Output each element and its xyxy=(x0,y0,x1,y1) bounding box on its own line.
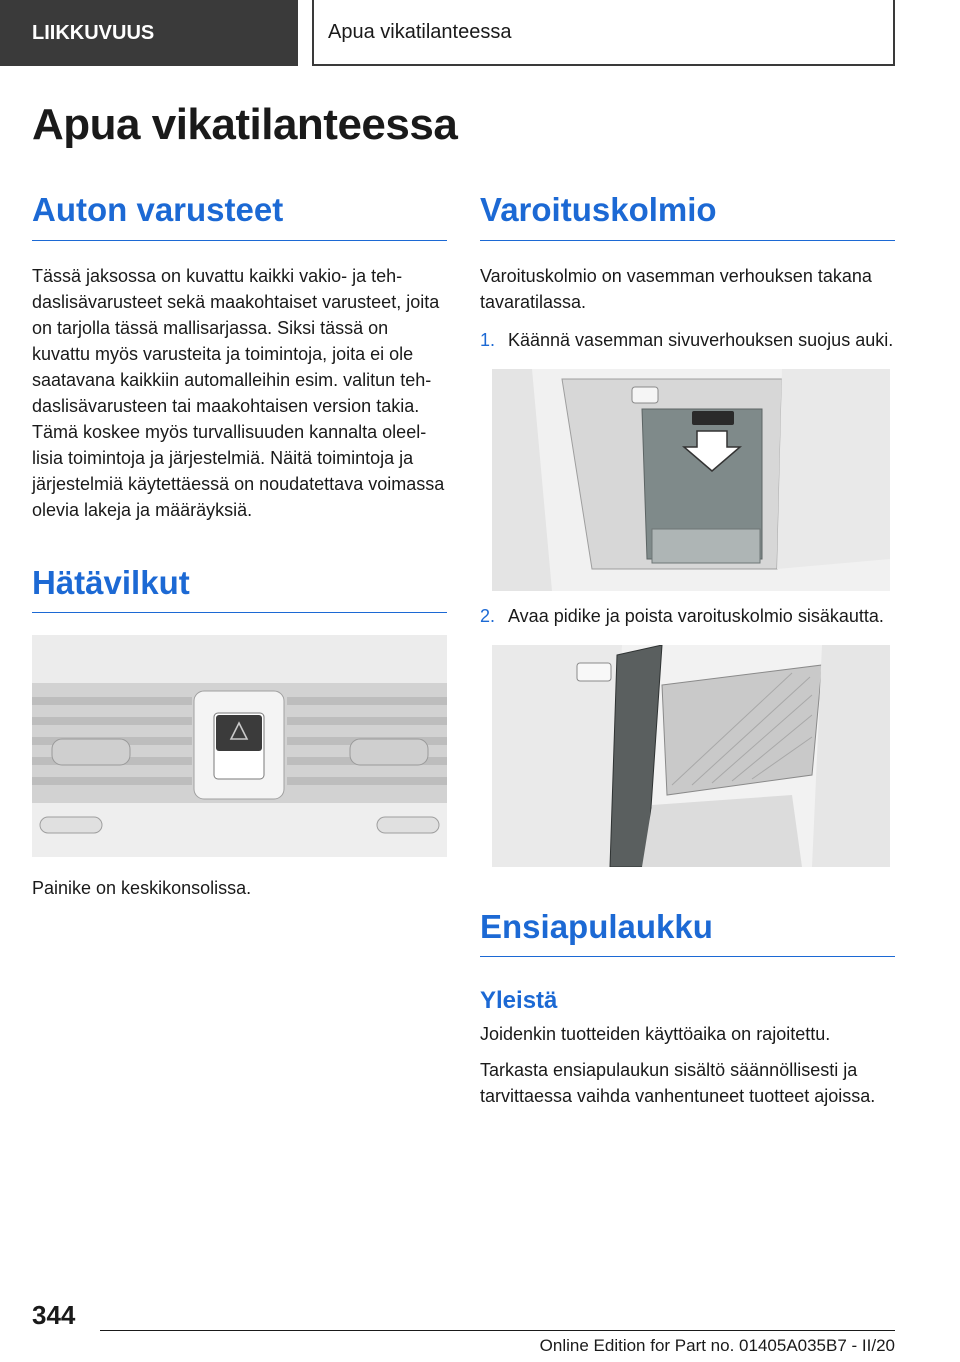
triangle-intro: Varoituskolmio on vasemman verhouksen takana tavaratilassa. xyxy=(480,265,872,312)
subheading-general: Yleistä xyxy=(480,987,558,1015)
heading-hazard-lights: Hätävilkut xyxy=(32,563,447,614)
chapter-tab: Apua vikatilanteessa xyxy=(312,0,895,66)
page-title: Apua vikatilanteessa xyxy=(32,100,458,149)
heading-equipment: Auton varusteet xyxy=(32,190,447,241)
section-tab: LIIKKUVUUS xyxy=(0,0,298,66)
triangle-holder-graphic xyxy=(492,645,890,867)
heading-warning-triangle: Varoituskolmio xyxy=(480,190,895,241)
step-2-text: Avaa pidike ja poista varoituskolmio sisäkautta. xyxy=(508,605,884,626)
step-1-text: Käännä vasemman sivuverhouksen suojus auki. xyxy=(508,329,894,350)
hazard-button-illustration xyxy=(32,635,447,857)
heading-first-aid-kit: Ensiapulaukku xyxy=(480,907,895,958)
right-column xyxy=(480,190,895,1109)
edition-footer: Online Edition for Part no. 01405A035B7 - II/20 xyxy=(539,1336,895,1355)
step-2-number: 2. xyxy=(480,605,496,626)
hazard-caption: Painike on keskikonsolissa. xyxy=(32,878,252,899)
hazard-console-graphic xyxy=(32,635,447,857)
firstaid-paragraph-2: Tarkasta ensiapulaukun sisältö säännöllisesti ja tarvittaessa vaihda vanhentuneet tuotteet ajoissa. xyxy=(480,1060,876,1107)
trim-cover-graphic xyxy=(492,369,890,591)
left-column xyxy=(32,190,447,901)
step-1-number: 1. xyxy=(480,329,496,350)
step-2 xyxy=(480,603,895,629)
firstaid-paragraph-1: Joidenkin tuotteiden käyttöaika on rajoitettu. xyxy=(480,1024,831,1045)
page-number: 344 xyxy=(32,1300,76,1330)
trim-cover-illustration xyxy=(492,369,890,591)
step-1 xyxy=(480,327,895,353)
footer-divider xyxy=(100,1330,895,1331)
equipment-paragraph: Tässä jaksossa on kuvattu kaikki vakio- ja tehdaslisävarusteet sekä maakohtaiset varusteet, joita on tarjolla tässä mallisarjassa. Siksi tässä on kuvattu myös varusteita ja toimintoja, joita ei ole saatavana kaikkiin automalleihin esim. valitun tehdaslisävarusteen tai maakohtaisen version takia. Tämä koskee myös turvallisuuden kannalta oleellisia toimintoja ja järjestelmiä. Näitä toimintoja ja järjestelmiä käytettäessä on noudatettava voimassa olevia lakeja ja määräyksiä. xyxy=(32,265,445,520)
warning-triangle-holder-illustration xyxy=(492,645,890,867)
page-header xyxy=(0,0,960,66)
